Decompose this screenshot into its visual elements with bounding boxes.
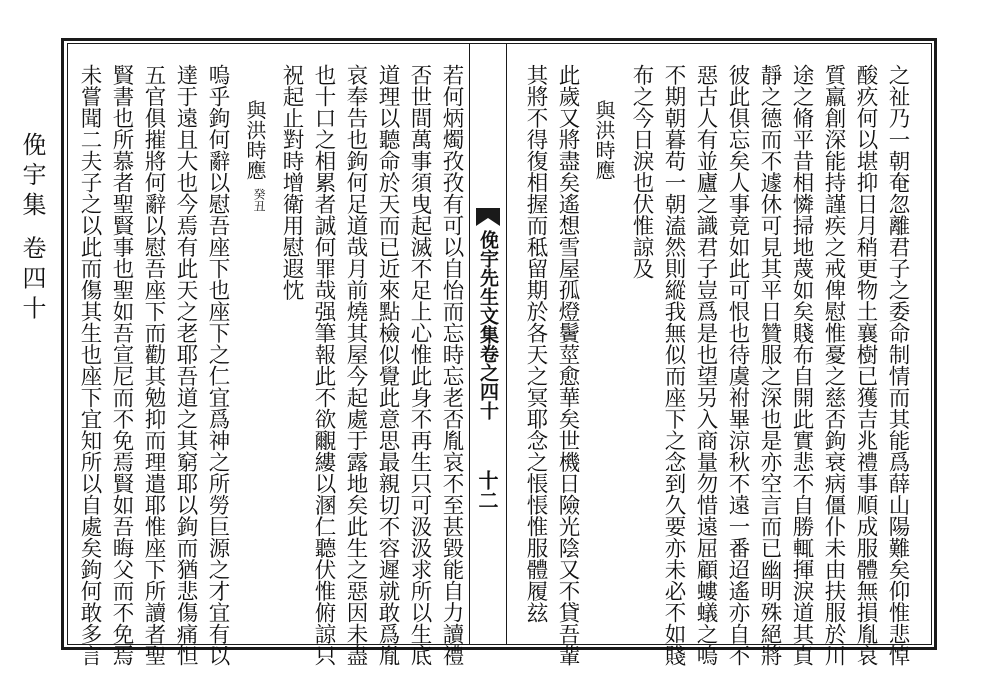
text-column: 也十口之相累者誠何罪哉强筆報此不欲覼縷以溷仁聽伏惟俯諒只 xyxy=(311,64,336,666)
text-column: 之祉乃一朝奄忽離君子之委命制情而其能爲薛山陽難矣仰惟悲悼 xyxy=(885,64,910,666)
fish-tail-marker-icon xyxy=(474,206,502,228)
text-column: 酸疚何以堪抑日月稍更物土襄樹已獲吉兆禮事順成服體無損胤哀 xyxy=(853,64,878,666)
book-label: 俛宇集 卷四十 xyxy=(18,132,46,326)
text-column: 其將不得復相握而秪留期於各天之冥耶念之悵悵惟服體履玆 xyxy=(523,64,548,623)
text-column: 若何炳燭孜孜有可以自怡而忘時忘老否胤哀不至甚毀能自力讀禮 xyxy=(439,64,464,666)
text-column: 彼此俱忘矣人事竟如此可恨也待虞祔畢涼秋不遠一番迢遙亦自不 xyxy=(725,64,750,666)
letter-title: 與洪時應 xyxy=(243,100,267,180)
text-column: 質羸創深能持謹疾之戒俾慰惟憂之慈否鉤衰病僵仆未由扶服於川 xyxy=(821,64,846,666)
text-column: 否世間萬事須曳起滅不足上心惟此身不再生只可汲汲求所以生底 xyxy=(407,64,432,666)
text-column: 五官俱摧將何辭以慰吾座下而勸其勉抑而理遣耶惟座下所讀者聖 xyxy=(141,64,166,666)
letter-title: 與洪時應 xyxy=(592,100,616,180)
text-column: 靜之德而不遽休可見其平日贊服之深也是亦空言而已幽明殊絕將 xyxy=(757,64,782,666)
text-column: 未嘗聞二夫子之以此而傷其生也座下宜知所以自處矣鉤何敢多言 xyxy=(77,64,102,666)
text-column: 嗚乎鉤何辭以慰吾座下也座下之仁宜爲神之所勞巨源之才宜有以 xyxy=(205,64,230,666)
letter-date-note: 癸丑 xyxy=(252,188,266,212)
text-column: 此歲又將盡矣遙想雪屋孤燈鬢莖愈華矣世機日險光陰又不貸吾輩 xyxy=(555,64,580,666)
text-column: 惡古人有並廬之識君子豈爲是也望另入商量勿惜遠屈顧螻蟻之嗚 xyxy=(693,64,718,666)
text-column: 賢書也所慕者聖賢事也聖如吾宣尼而不免焉賢如吾晦父而不免焉 xyxy=(109,64,134,666)
text-column: 祝起止對時增衛用慰遐忱 xyxy=(279,64,304,301)
fold-page-number: 十二 xyxy=(475,470,499,510)
text-column: 布之今日淚也伏惟諒及 xyxy=(629,64,654,279)
text-column: 道理以聽命於天而已近來點檢似覺此意思最親切不容遲就敢爲胤 xyxy=(375,64,400,666)
fold-title: 俛宇先生文集卷之四十 xyxy=(477,230,499,420)
text-column: 達于遠且大也今焉有此天之老耶吾道之其窮耶以鉤而猶悲傷痛怛 xyxy=(173,64,198,666)
text-column: 哀奉告也鉤何足道哉月前燒其屋今起處于露地矣此生之惡因未盡 xyxy=(343,64,368,666)
text-column: 不期朝暮苟一朝溘然則縱我無似而座下之念到久要亦未必不如賤 xyxy=(661,64,686,666)
text-column: 途之脩平昔相憐掃地蔑如矣賤布自開此實悲不自勝輒揮淚道其貞 xyxy=(789,64,814,666)
